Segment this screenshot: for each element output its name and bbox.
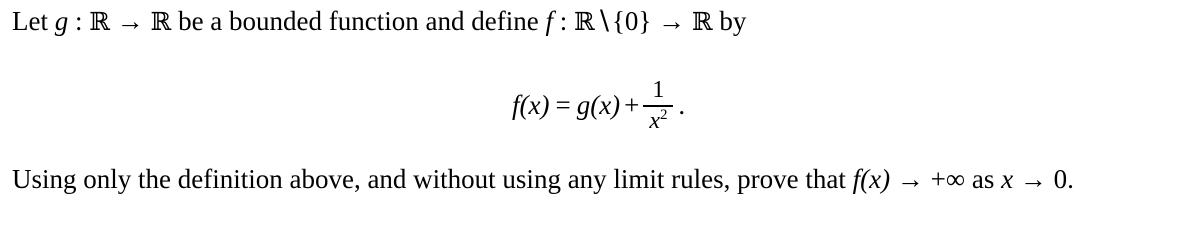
by-word: by	[719, 6, 747, 36]
arrow-symbol: →	[658, 6, 686, 36]
arrow-symbol: →	[1019, 164, 1047, 194]
equation-period: .	[678, 89, 686, 120]
arrow-symbol: →	[116, 6, 144, 36]
plus-symbol: +	[624, 89, 640, 120]
fraction	[643, 78, 673, 133]
math-g: g	[54, 6, 69, 36]
zero-value: 0.	[1053, 164, 1074, 194]
reals-symbol: ℝ	[89, 7, 111, 36]
reals-symbol: ℝ	[150, 7, 172, 36]
denominator-base: x	[649, 107, 660, 134]
math-fx: f(x)	[852, 164, 891, 194]
equation-lhs: f(x)	[512, 89, 550, 120]
statement-text: be a bounded function and define	[178, 6, 539, 36]
plus-infinity: +∞	[930, 164, 966, 194]
fraction-denominator	[649, 107, 667, 133]
math-f: f	[545, 6, 553, 36]
arrow-symbol: →	[896, 164, 924, 194]
reals-symbol: ℝ	[691, 7, 713, 36]
instruction-text: Using only the definition above, and without using any limit rules, prove that	[12, 164, 846, 194]
equals-symbol: =	[555, 89, 571, 120]
problem-statement-line-1	[12, 8, 746, 35]
fraction-numerator: 1	[652, 76, 665, 103]
colon-symbol: :	[74, 6, 83, 36]
colon-symbol: :	[559, 6, 568, 36]
display-equation	[512, 70, 685, 140]
setminus-symbol: ∖	[594, 6, 612, 36]
set-zero: {0}	[611, 6, 652, 36]
math-x: x	[1001, 164, 1014, 194]
let-word: Let	[12, 6, 48, 36]
denominator-exponent: 2	[659, 106, 668, 123]
reals-symbol: ℝ	[573, 7, 595, 36]
equation-g-term: g(x)	[576, 89, 621, 120]
problem-statement-line-3	[12, 166, 1074, 193]
as-word: as	[971, 164, 995, 194]
